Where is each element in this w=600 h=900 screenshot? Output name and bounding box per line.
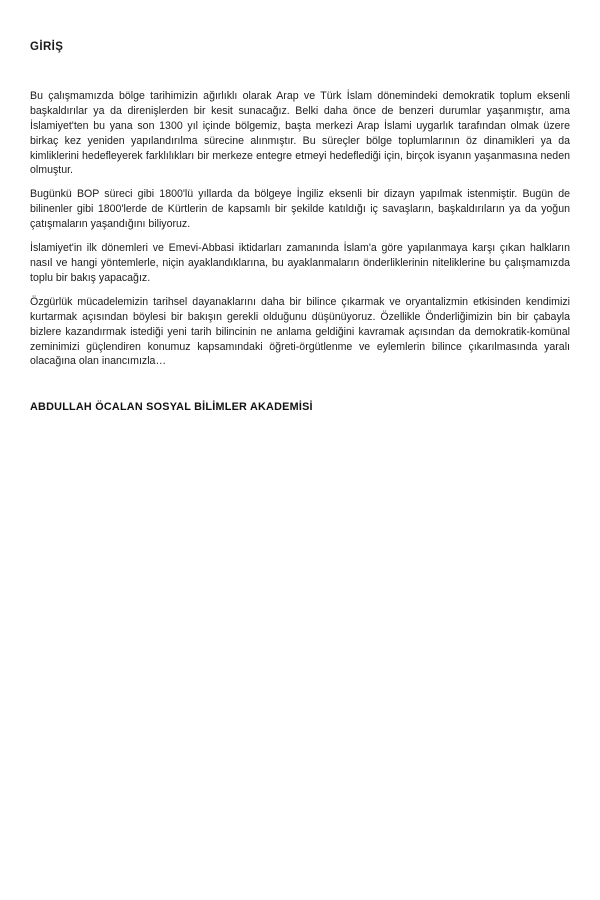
paragraph-4: Özgürlük mücadelemizin tarihsel dayanaklarını daha bir bilince çıkarmak ve oryantalizmin etkisinden kendimizi kurtarmak açısından böylesi bir bakışın gerekli olduğunu düşünüyoruz. Özellikle Önderliğimizin bin bir çabayla bizlere kazandırmak istediği yeni tarih bilincinin ne anlama geldiğini kavramak açısından da demokratik-komünal zeminimizi güçlendiren konumuz kapsamındaki öğreti-örgütlenme ve eylemlerin bilince çıkarılmasında yaralı olacağına olan inancımızla… — [30, 295, 570, 368]
paragraph-2: Bugünkü BOP süreci gibi 1800'lü yıllarda da bölgeye İngiliz eksenli bir dizayn yapılmak istenmiştir. Bugün de bilinenler gibi 1800'lerde de Kürtlerin de kapsamlı bir şekilde katıldığı iç savaşların, başkaldırıların ya da yoğun çatışmaların yaşandığını biliyoruz. — [30, 188, 570, 231]
page-title: GİRİŞ — [30, 41, 64, 53]
document-content — [30, 40, 570, 415]
paragraph-1: Bu çalışmamızda bölge tarihimizin ağırlıklı olarak Arap ve Türk İslam dönemindeki demokratik toplum eksenli başkaldırılar ya da direnişlerden bir kesit sunacağız. Belki daha önce de benzeri durumlar yaşanmıştır, ama İslamiyet'ten bu yana son 1300 yıl içinde bölgemiz, başta merkezi Arap İslami uygarlık tarafından olmak üzere birkaç kez yeniden yapılandırılma sürecine alınmıştır. Bu süreçler bölge toplumlarının öz dinamikleri ya da kimliklerini hedefleyerek farklılıkları bir merkeze entegre etmeyi hedeflediği için, birçok isyanın yaşanmasına neden olmuştur. — [30, 89, 570, 177]
document-signature: ABDULLAH ÖCALAN SOSYAL BİLİMLER AKADEMİSİ — [30, 401, 313, 414]
paragraph-3: İslamiyet'in ilk dönemleri ve Emevi-Abbasi iktidarları zamanında İslam'a göre yapılanmaya karşı çıkan halkların nasıl ve hangi yöntemlerle, niçin ayaklandıklarına, bu ayaklanmaların önderliklerinin niteliklerine bu çalışmamızda toplu bir bakış yapacağız. — [30, 242, 570, 284]
